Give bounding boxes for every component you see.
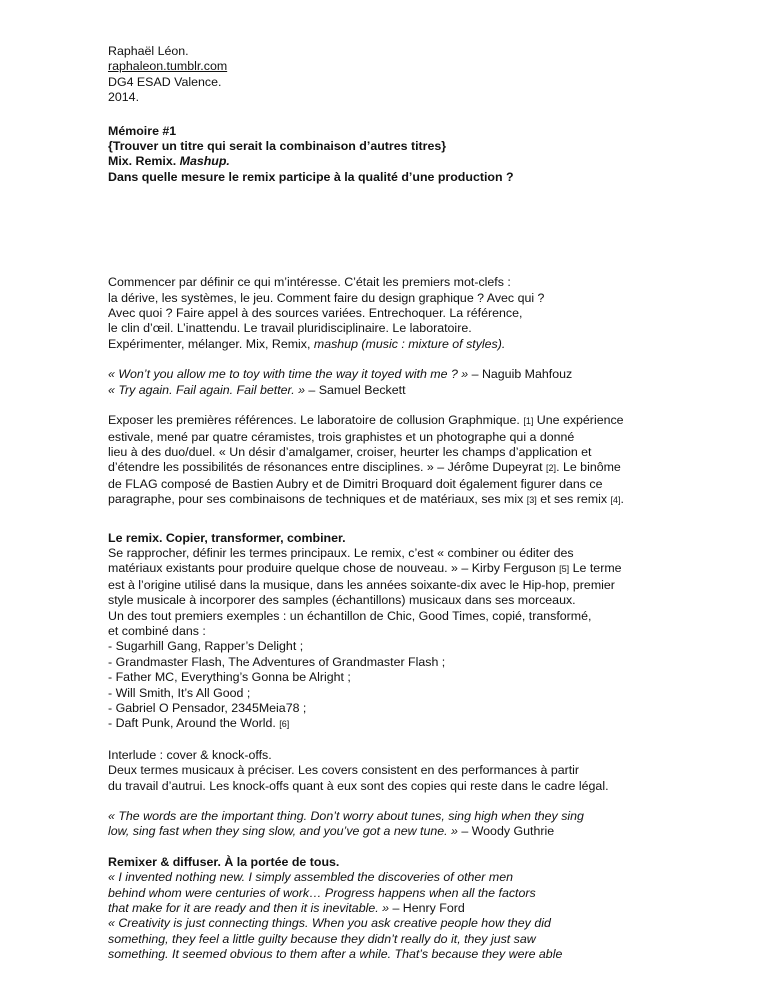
references-text: Une expérience <box>533 413 624 428</box>
quote-text: « Try again. Fail again. Fail better. » <box>108 382 305 397</box>
keywords-mashup: Mashup. <box>179 154 230 169</box>
title-block <box>108 124 698 186</box>
intro-line: la dérive, les systèmes, le jeu. Comment faire du design graphique ? Avec qui ? <box>108 290 545 305</box>
remix-line: style musicale à incorporer des samples (échantillons) musicaux dans ses morceaux. <box>108 593 576 608</box>
quote-text: low, sing fast when they sing slow, and you’ve got a new tune. » <box>108 824 458 839</box>
intro-line: le clin d’œil. L’inattendu. Le travail pluridisciplinaire. Le laboratoire. <box>108 321 472 336</box>
quote-line: « Creativity is just connecting things. When you ask creative people how they did <box>108 916 551 931</box>
interlude-paragraph <box>108 748 698 794</box>
memoir-title-placeholder: {Trouver un titre qui serait la combinaison d’autres titres} <box>108 139 447 154</box>
intro-line <box>108 337 698 352</box>
remix-line <box>108 561 698 577</box>
quote-line: something. It seemed obvious to them after a while. That’s because they were able <box>108 947 563 962</box>
remix-line: et combiné dans : <box>108 623 206 638</box>
interlude-line: du travail d’autrui. Les knock-offs quant à eux sont des copies qui reste dans le cadre légal. <box>108 778 609 793</box>
quotes-block <box>108 367 698 398</box>
list-item-text: - Daft Punk, Around the World. <box>108 716 280 731</box>
quote-text: « Won’t you allow me to toy with time the way it toyed with me ? » <box>108 367 469 382</box>
intro-text: Expérimenter, mélanger. Mix, Remix, <box>108 336 314 351</box>
list-item <box>108 716 698 732</box>
intro-paragraph <box>108 275 698 352</box>
header-block <box>108 44 698 106</box>
footnote-ref: [6] <box>279 719 290 730</box>
quote-author: – Samuel Beckett <box>304 382 406 397</box>
quote-guthrie <box>108 809 698 840</box>
section-heading: Le remix. Copier, transformer, combiner. <box>108 530 346 545</box>
quote-line: something, they feel a little guilty because they didn’t really do it, they just saw <box>108 931 536 946</box>
footnote-ref: [2] <box>546 463 557 474</box>
list-item: - Gabriel O Pensador, 2345Meia78 ; <box>108 701 307 715</box>
quote-text: that make for it are ready and then it is inevitable. » <box>108 901 390 916</box>
remix-text: Le terme <box>569 561 622 576</box>
intro-mashup-definition: mashup (music : mixture of styles). <box>313 336 506 351</box>
quote-beckett <box>108 383 698 398</box>
remix-line: est à l’origine utilisé dans la musique, dans les années soixante-dix avec le Hip-hop, premier <box>108 577 615 592</box>
year: 2014. <box>108 90 140 105</box>
interlude-title: Interlude : cover & knock-offs. <box>108 747 272 762</box>
quote-author: – Woody Guthrie <box>457 824 555 839</box>
document-page <box>108 44 698 963</box>
intro-line: Avec quoi ? Faire appel à des sources variées. Entrechoquer. La référence, <box>108 306 523 321</box>
remix-text: matériaux existants pour produire quelque chose de nouveau. » – Kirby Ferguson <box>108 561 560 576</box>
quote-line: « I invented nothing new. I simply assembled the discoveries of other men <box>108 870 513 885</box>
keywords-text: Mix. Remix. <box>108 154 180 169</box>
references-text: paragraphe, pour ses combinaisons de techniques et de matériaux, ses mix <box>108 492 527 507</box>
section-heading: Remixer & diffuser. À la portée de tous. <box>108 854 340 869</box>
intro-line: Commencer par définir ce qui m’intéresse. C’était les premiers mot-clefs : <box>108 275 511 290</box>
author-name: Raphaël Léon. <box>108 44 189 58</box>
quote-author: – Henry Ford <box>389 901 465 916</box>
memoir-keywords <box>108 154 698 169</box>
website-link[interactable]: raphaleon.tumblr.com <box>108 59 228 74</box>
footnote-ref: [4] <box>610 495 621 506</box>
quote-line: behind whom were centuries of work… Progress happens when all the factors <box>108 885 536 900</box>
list-item: - Sugarhill Gang, Rapper’s Delight ; <box>108 639 304 654</box>
remix-line: Un des tout premiers exemples : un échantillon de Chic, Good Times, copié, transformé, <box>108 608 592 623</box>
references-line <box>108 492 698 508</box>
references-line <box>108 460 698 476</box>
references-text: d’étendre les possibilités de résonances entre disciplines. » – Jérôme Dupeyrat <box>108 460 547 475</box>
quote-line: « The words are the important thing. Don’t worry about tunes, sing high when they sing <box>108 809 584 824</box>
memoir-number: Mémoire #1 <box>108 123 177 138</box>
references-text: . Le binôme <box>556 460 621 475</box>
quote-line <box>108 901 698 916</box>
list-item: - Father MC, Everything’s Gonna be Alright ; <box>108 670 351 685</box>
quote-mahfouz <box>108 367 698 382</box>
memoir-question: Dans quelle mesure le remix participe à la qualité d’une production ? <box>108 169 514 184</box>
quote-author: – Naguib Mahfouz <box>468 367 573 382</box>
references-line: lieu à des duo/duel. « Un désir d’amalgamer, croiser, heurter les champs d’application et <box>108 444 592 459</box>
list-item: - Will Smith, It’s All Good ; <box>108 685 251 700</box>
remix-section <box>108 531 698 733</box>
remix-line: Se rapprocher, définir les termes principaux. Le remix, c’est « combiner ou éditer des <box>108 545 574 560</box>
diffuse-section <box>108 855 698 963</box>
references-text: . <box>620 492 624 507</box>
footnote-ref: [5] <box>559 564 570 575</box>
footnote-ref: [3] <box>526 495 537 506</box>
interlude-line: Deux termes musicaux à préciser. Les covers consistent en des performances à partir <box>108 763 580 778</box>
quote-line <box>108 824 698 839</box>
references-text: et ses remix <box>536 492 611 507</box>
references-line: de FLAG composé de Bastien Aubry et de Dimitri Broquard doit également figurer dans ce <box>108 476 603 491</box>
references-line <box>108 413 698 429</box>
school-name: DG4 ESAD Valence. <box>108 74 222 89</box>
references-line: estivale, mené par quatre céramistes, trois graphistes et un photographe qui a donné <box>108 429 575 444</box>
references-paragraph <box>108 413 698 508</box>
list-item: - Grandmaster Flash, The Adventures of Grandmaster Flash ; <box>108 654 446 669</box>
references-text: Exposer les premières références. Le laboratoire de collusion Graphmique. <box>108 413 524 428</box>
footnote-ref: [1] <box>523 416 534 427</box>
